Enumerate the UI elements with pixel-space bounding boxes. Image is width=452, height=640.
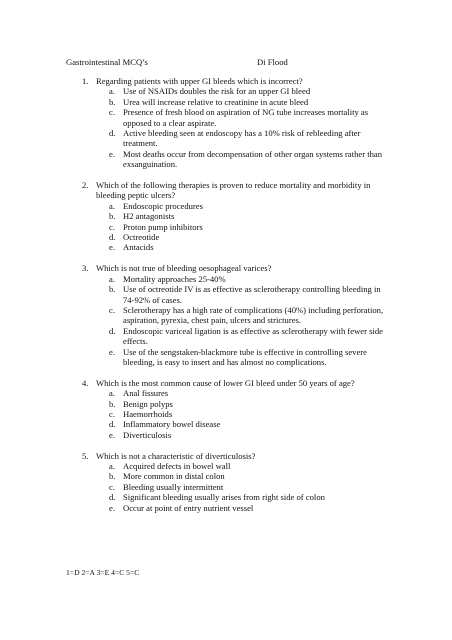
option-text: Endoscopic variceal ligation is as effective as sclerotherapy with fewer side effects.: [123, 325, 383, 347]
option-text: Sclerotherapy has a high rate of complications (40%) including perforation, aspiration, pyrexia, chest pain, ulcers and strictures.: [123, 304, 384, 326]
option-text: Diverticulosis: [123, 429, 172, 440]
option-text: Active bleeding seen at endoscopy has a 10% risk of rebleeding after treatment.: [123, 128, 361, 149]
answer-option: [82, 503, 392, 513]
answer-option: [82, 232, 392, 242]
question-2: [82, 180, 392, 253]
option-text: Octreotide: [123, 232, 160, 243]
option-list: [82, 274, 392, 368]
option-text: Endoscopic procedures: [123, 200, 203, 211]
answer-option: [82, 388, 392, 398]
option-letter: e.: [109, 502, 115, 513]
option-text: Most deaths occur from decompensation of other organ systems rather than exsanguination.: [123, 148, 383, 170]
answer-option: [82, 482, 392, 492]
option-text: Use of the sengstaken-blackmore tube is effective in controlling severe bleeding, is easy to insert and has almost no complications.: [123, 346, 367, 367]
question-number: 1.: [82, 76, 89, 86]
answer-option: [82, 149, 392, 170]
option-text: Mortality approaches 25-40%: [123, 273, 226, 284]
document-title: Gastrointestinal MCQ’s: [66, 57, 148, 67]
question-5: [82, 451, 392, 513]
answer-option: [82, 430, 392, 440]
answer-option: [82, 305, 392, 326]
option-letter: e.: [109, 429, 115, 440]
option-letter: e.: [109, 346, 115, 357]
option-letter: e.: [109, 148, 115, 159]
answer-option: [82, 107, 392, 128]
option-text: Acquired defects in bowel wall: [123, 460, 231, 471]
option-text: Use of octreotide IV is as effective as sclerotherapy controlling bleeding in 74-92% of cases.: [123, 284, 381, 305]
answer-option: [82, 97, 392, 107]
author-name: Di Flood: [257, 57, 288, 67]
option-letter: d.: [109, 232, 116, 243]
answer-option: [82, 409, 392, 419]
option-text: H2 antagonists: [123, 211, 175, 222]
answer-option: [82, 128, 392, 149]
option-list: [82, 461, 392, 513]
option-letter: c.: [109, 408, 115, 419]
option-letter: a.: [109, 388, 115, 399]
option-text: Benign polyps: [123, 398, 173, 409]
answer-option: [82, 211, 392, 221]
option-letter: e.: [109, 242, 115, 253]
option-text: Inflammatory bowel disease: [123, 419, 221, 430]
answer-option: [82, 242, 392, 252]
option-letter: c.: [109, 481, 115, 492]
option-text: Anal fissures: [123, 388, 169, 399]
question-3: [82, 263, 392, 367]
option-text: Significant bleeding usually arises from right side of colon: [123, 492, 325, 503]
answer-option: [82, 419, 392, 429]
option-letter: b.: [109, 96, 116, 107]
answer-option: [82, 274, 392, 284]
option-list: [82, 86, 392, 169]
option-text: Proton pump inhibitors: [123, 221, 203, 232]
option-text: More common in distal colon: [123, 471, 225, 482]
answer-option: [82, 347, 392, 368]
question-stem: Which of the following therapies is proven to reduce mortality and morbidity in bleeding peptic ulcers?: [96, 180, 371, 201]
answer-option: [82, 399, 392, 409]
answer-key: 1=D 2=A 3=E 4=C 5=C: [66, 568, 140, 577]
option-letter: b.: [109, 398, 116, 409]
option-letter: c.: [109, 107, 115, 118]
question-number: 2.: [82, 180, 89, 191]
option-letter: a.: [109, 273, 115, 284]
option-text: Occur at point of entry nutrient vessel: [123, 502, 254, 513]
option-letter: c.: [109, 221, 115, 232]
option-text: Urea will increase relative to creatinine in acute bleed: [123, 96, 309, 107]
option-letter: b.: [109, 284, 116, 295]
option-text: Bleeding usually intermittent: [123, 481, 224, 492]
option-letter: b.: [109, 471, 116, 482]
option-letter: d.: [109, 492, 116, 503]
question-number: 4.: [82, 377, 89, 388]
question-number: 5.: [82, 450, 89, 461]
question-number: 3.: [82, 263, 89, 274]
option-letter: d.: [109, 419, 116, 430]
option-letter: b.: [109, 211, 116, 222]
option-text: Use of NSAIDs doubles the risk for an upper GI bleed: [123, 86, 311, 97]
question-stem: Which is not true of bleeding oesophageal varices?: [96, 263, 272, 274]
answer-option: [82, 471, 392, 481]
option-letter: d.: [109, 325, 116, 336]
option-text: Presence of fresh blood on aspiration of NG tube increases mortality as opposed to a clear aspirate.: [123, 107, 369, 128]
question-1: [82, 76, 392, 170]
answer-option: [82, 461, 392, 471]
answer-option: [82, 326, 392, 347]
option-letter: a.: [109, 200, 115, 211]
answer-option: [82, 492, 392, 502]
question-4: [82, 378, 392, 440]
option-list: [82, 388, 392, 440]
answer-option: [82, 284, 392, 305]
question-stem: Which is the most common cause of lower GI bleed under 50 years of age?: [96, 377, 355, 388]
option-text: Antacids: [123, 242, 154, 253]
option-text: Haemorrhoids: [123, 408, 173, 419]
option-letter: d.: [109, 128, 116, 139]
option-letter: a.: [109, 86, 115, 97]
question-stem: Regarding patients with upper GI bleeds which is incorrect?: [96, 76, 303, 86]
option-letter: c.: [109, 304, 115, 315]
answer-option: [82, 201, 392, 211]
option-letter: a.: [109, 460, 115, 471]
option-list: [82, 201, 392, 253]
answer-option: [82, 86, 392, 96]
question-list: [82, 76, 392, 523]
answer-option: [82, 222, 392, 232]
question-stem: Which is not a characteristic of diverticulosis?: [96, 450, 256, 461]
